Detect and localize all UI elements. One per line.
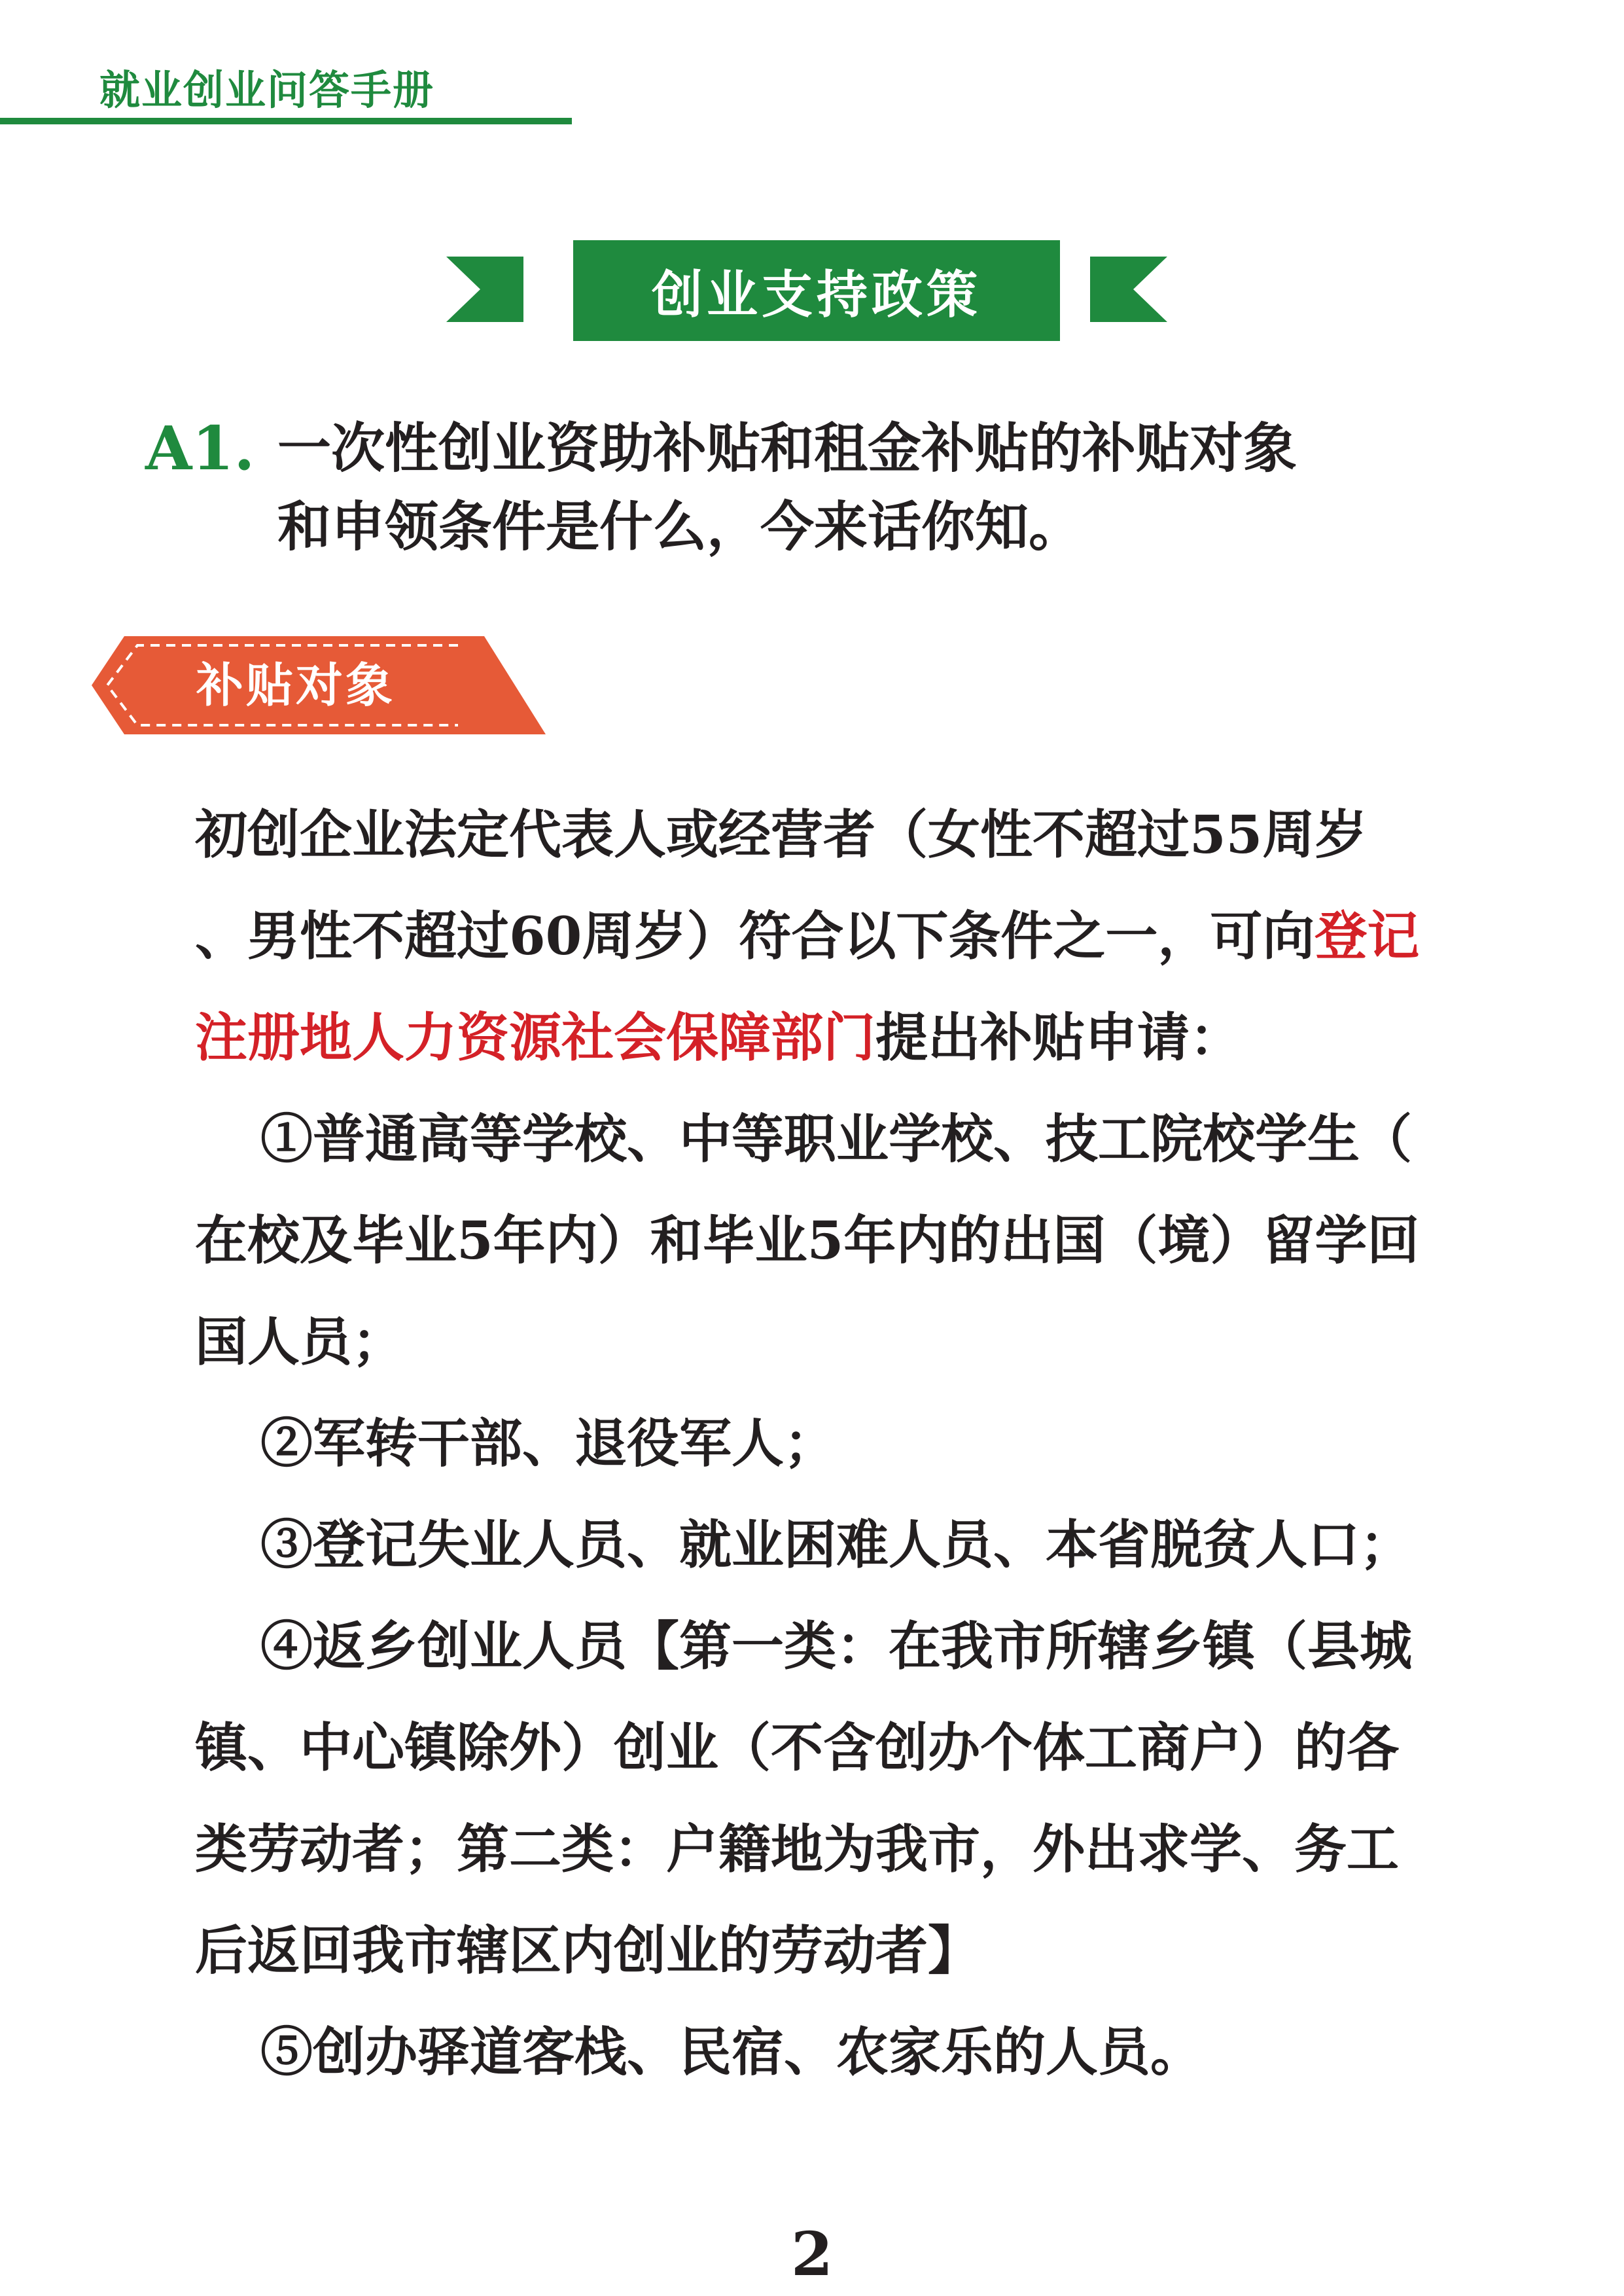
list-item-line: ②军转干部、退役军人； [260, 1412, 836, 1474]
list-item-line: 在校及毕业5年内）和毕业5年内的出国（境）留学回 [195, 1210, 1420, 1271]
question-title-line: 一次性创业资助补贴和租金补贴的补贴对象 [277, 417, 1297, 480]
page-number: 2 [790, 2219, 833, 2289]
body-line [195, 897, 1419, 975]
header-rule [0, 118, 572, 124]
tag-label: 补贴对象 [196, 658, 396, 713]
question-number: A1. [145, 413, 255, 484]
body-text: 、男性不超过60周岁）符合以下条件之一，可向 [195, 905, 1315, 967]
question-title-line: 和申领条件是什么，今来话你知。 [277, 495, 1083, 558]
banner-left-arrow-icon [446, 257, 523, 322]
section-banner: 创业支持政策 [573, 240, 1060, 341]
banner-right-arrow-icon [1090, 257, 1167, 322]
list-item-line: 镇、中心镇除外）创业（不含创办个体工商户）的各 [195, 1717, 1399, 1778]
list-item-line: ③登记失业人员、就业困难人员、本省脱贫人口； [260, 1514, 1412, 1575]
list-item-line: ⑤创办驿道客栈、民宿、农家乐的人员。 [260, 2021, 1203, 2083]
body-line: 初创企业法定代表人或经营者（女性不超过55周岁 [195, 804, 1368, 865]
list-item-line: 类劳动者；第二类：户籍地为我市，外出求学、务工 [195, 1818, 1399, 1880]
body-line [195, 998, 1242, 1077]
list-item-line: ①普通高等学校、中等职业学校、技工院校学生（ [260, 1108, 1412, 1170]
subsidy-target-tag [92, 636, 546, 734]
list-item-line: ④返乡创业人员【第一类：在我市所辖乡镇（县城 [260, 1615, 1412, 1677]
highlight-text: 注册地人力资源社会保障部门 [195, 1007, 875, 1068]
list-item-line: 后返回我市辖区内创业的劳动者】 [195, 1920, 980, 1981]
highlight-text: 登记 [1315, 905, 1420, 967]
list-item-line: 国人员； [195, 1311, 404, 1372]
body-text: 提出补贴申请： [875, 1007, 1242, 1068]
running-header-title: 就业创业问答手册 [99, 66, 435, 114]
